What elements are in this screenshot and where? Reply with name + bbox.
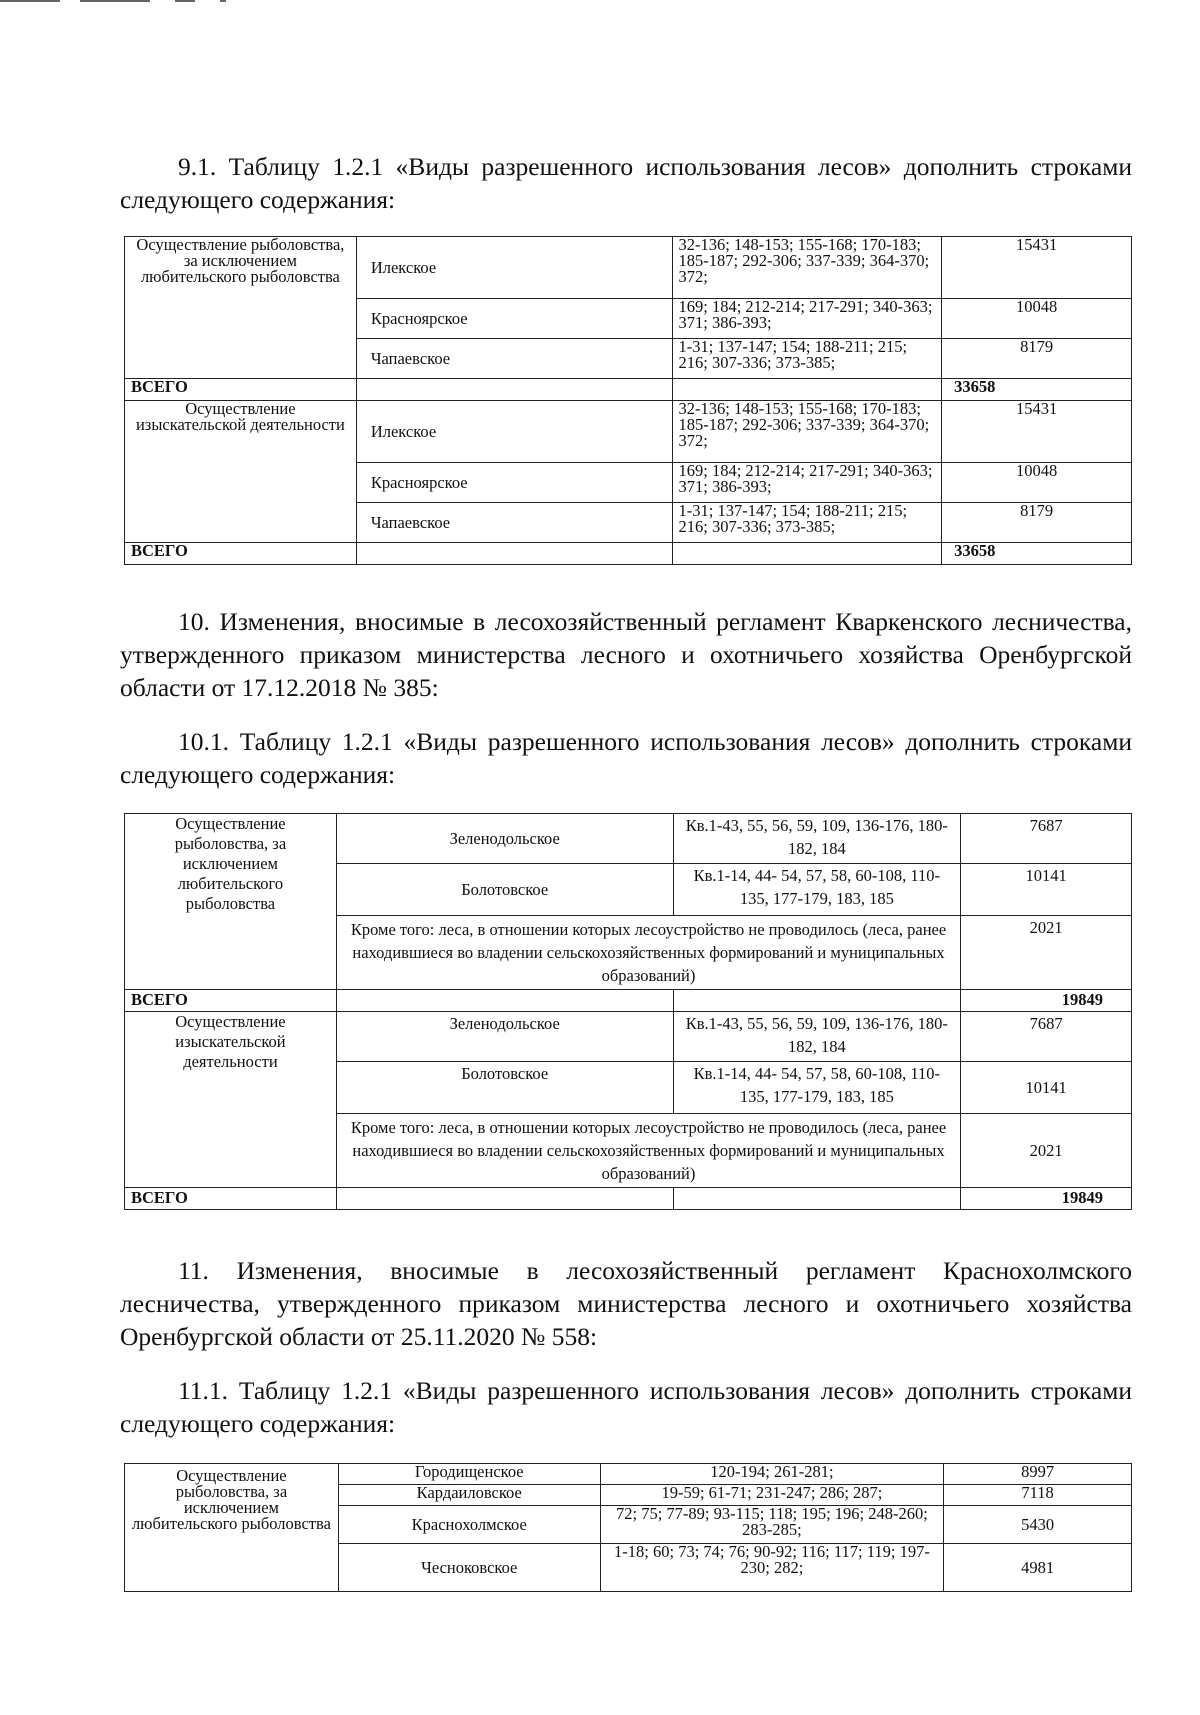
table-1-area: 10048 — [942, 463, 1132, 503]
table-2-total-label: ВСЕГО — [125, 1188, 337, 1210]
table-2-extra-note: Кроме того: леса, в отношении которых лесоустройство не проводилось (леса, ранее находившиеся во владении сельскохозяйственных формирований и муниципальных образований) — [336, 1114, 960, 1188]
table-2 — [124, 813, 1132, 1210]
paragraph-10-1-text: 10.1. Таблицу 1.2.1 «Виды разрешенного использования лесов» дополнить строками следующего содержания: — [120, 727, 1132, 789]
table-2-empty-cell — [336, 1188, 673, 1210]
table-1-forestry-name: Илекское — [356, 401, 672, 463]
table-2-forestry-name: Зеленодольское — [336, 1012, 673, 1062]
scan-edge-mark — [0, 0, 230, 2]
table-2-area: 7687 — [961, 1012, 1132, 1062]
table-2-area: 7687 — [961, 814, 1132, 864]
table-1-forestry-name: Чапаевское — [356, 503, 672, 543]
table-2-category-fishing: Осуществление рыболовства, за исключением любительского рыболовства — [125, 814, 337, 990]
table-2-category-survey: Осуществление изыскательской деятельности — [125, 1012, 337, 1188]
table-1 — [124, 236, 1132, 565]
paragraph-10-text: 10. Изменения, вносимые в лесохозяйственный регламент Кваркенского лесничества, утвержденного приказом министерства лесного и охотничьего хозяйства Оренбургской области от 17.12.2018 № 385: — [120, 607, 1132, 702]
table-3-forestry-name: Краснохолмское — [338, 1506, 600, 1544]
table-1-area: 15431 — [942, 237, 1132, 299]
paragraph-11-text: 11. Изменения, вносимые в лесохозяйственный регламент Краснохолмского лесничества, утвержденного приказом министерства лесного и охотничьего хозяйства Оренбургской области от 25.11.2020 № 558: — [120, 1256, 1132, 1351]
table-3-forestry-name: Городищенское — [338, 1464, 600, 1485]
table-2-extra-area: 2021 — [961, 1114, 1132, 1188]
table-2-extra-area: 2021 — [961, 916, 1132, 990]
table-1-forestry-name: Илекское — [356, 237, 672, 299]
table-1-total-value: 33658 — [942, 379, 1132, 401]
table-1-forestry-name: Красноярское — [356, 299, 672, 339]
table-1-empty-cell — [672, 379, 942, 401]
table-3-category-fishing: Осуществление рыболовства, за исключением любительского рыболовства — [125, 1464, 339, 1592]
table-1-area: 8179 — [942, 339, 1132, 379]
table-2-forestry-name: Зеленодольское — [336, 814, 673, 864]
table-3-quarters: 120-194; 261-281; — [600, 1464, 944, 1485]
table-2-empty-cell — [336, 990, 673, 1012]
table-3-area: 5430 — [944, 1506, 1132, 1544]
table-1-quarters: 1-31; 137-147; 154; 188-211; 215; 216; 307-336; 373-385; — [672, 339, 942, 379]
paragraph-11-1-text: 11.1. Таблицу 1.2.1 «Виды разрешенного использования лесов» дополнить строками следующего содержания: — [120, 1376, 1132, 1438]
table-2-total-value: 19849 — [961, 990, 1132, 1012]
table-2-total-label: ВСЕГО — [125, 990, 337, 1012]
table-1-quarters: 169; 184; 212-214; 217-291; 340-363; 371; 386-393; — [672, 299, 942, 339]
paragraph-11 — [120, 1254, 1132, 1353]
table-2-extra-note: Кроме того: леса, в отношении которых лесоустройство не проводилось (леса, ранее находившиеся во владении сельскохозяйственных формирований и муниципальных образований) — [336, 916, 960, 990]
table-1-area: 10048 — [942, 299, 1132, 339]
table-2-total-value: 19849 — [961, 1188, 1132, 1210]
table-3-area: 8997 — [944, 1464, 1132, 1485]
table-2-quarters: Кв.1-43, 55, 56, 59, 109, 136-176, 180-182, 184 — [673, 814, 961, 864]
table-3 — [124, 1463, 1132, 1592]
table-3-quarters: 19-59; 61-71; 231-247; 286; 287; — [600, 1485, 944, 1506]
table-1-area: 15431 — [942, 401, 1132, 463]
paragraph-9-1 — [120, 150, 1132, 216]
table-1-empty-cell — [356, 543, 672, 565]
table-3-forestry-name: Чесноковское — [338, 1544, 600, 1592]
table-1-category-fishing: Осуществление рыболовства, за исключением любительского рыболовства — [125, 237, 357, 379]
table-2-quarters: Кв.1-14, 44- 54, 57, 58, 60-108, 110-135, 177-179, 183, 185 — [673, 864, 961, 916]
table-1-quarters: 32-136; 148-153; 155-168; 170-183; 185-187; 292-306; 337-339; 364-370; 372; — [672, 401, 942, 463]
paragraph-10 — [120, 605, 1132, 704]
table-1-quarters: 1-31; 137-147; 154; 188-211; 215; 216; 307-336; 373-385; — [672, 503, 942, 543]
table-2-empty-cell — [673, 990, 961, 1012]
table-2-forestry-name: Болотовское — [336, 864, 673, 916]
table-2-forestry-name: Болотовское — [336, 1062, 673, 1114]
table-2-quarters: Кв.1-14, 44- 54, 57, 58, 60-108, 110-135, 177-179, 183, 185 — [673, 1062, 961, 1114]
paragraph-10-1 — [120, 725, 1132, 791]
table-3-quarters: 72; 75; 77-89; 93-115; 118; 195; 196; 248-260; 283-285; — [600, 1506, 944, 1544]
table-2-empty-cell — [673, 1188, 961, 1210]
table-1-quarters: 169; 184; 212-214; 217-291; 340-363; 371; 386-393; — [672, 463, 942, 503]
table-1-empty-cell — [672, 543, 942, 565]
table-3-quarters: 1-18; 60; 73; 74; 76; 90-92; 116; 117; 119; 197-230; 282; — [600, 1544, 944, 1592]
table-1-area: 8179 — [942, 503, 1132, 543]
table-3-area: 4981 — [944, 1544, 1132, 1592]
table-1-total-value: 33658 — [942, 543, 1132, 565]
table-3-forestry-name: Кардаиловское — [338, 1485, 600, 1506]
table-1-quarters: 32-136; 148-153; 155-168; 170-183; 185-187; 292-306; 337-339; 364-370; 372; — [672, 237, 942, 299]
table-1-empty-cell — [356, 379, 672, 401]
table-1-total-label: ВСЕГО — [125, 379, 357, 401]
paragraph-11-1 — [120, 1374, 1132, 1440]
table-1-forestry-name: Красноярское — [356, 463, 672, 503]
table-1-total-label: ВСЕГО — [125, 543, 357, 565]
table-2-quarters: Кв.1-43, 55, 56, 59, 109, 136-176, 180-182, 184 — [673, 1012, 961, 1062]
paragraph-9-1-text: 9.1. Таблицу 1.2.1 «Виды разрешенного использования лесов» дополнить строками следующего содержания: — [120, 152, 1132, 214]
table-2-area: 10141 — [961, 864, 1132, 916]
table-3-area: 7118 — [944, 1485, 1132, 1506]
table-1-forestry-name: Чапаевское — [356, 339, 672, 379]
table-1-category-survey: Осуществление изыскательской деятельности — [125, 401, 357, 543]
table-2-area: 10141 — [961, 1062, 1132, 1114]
